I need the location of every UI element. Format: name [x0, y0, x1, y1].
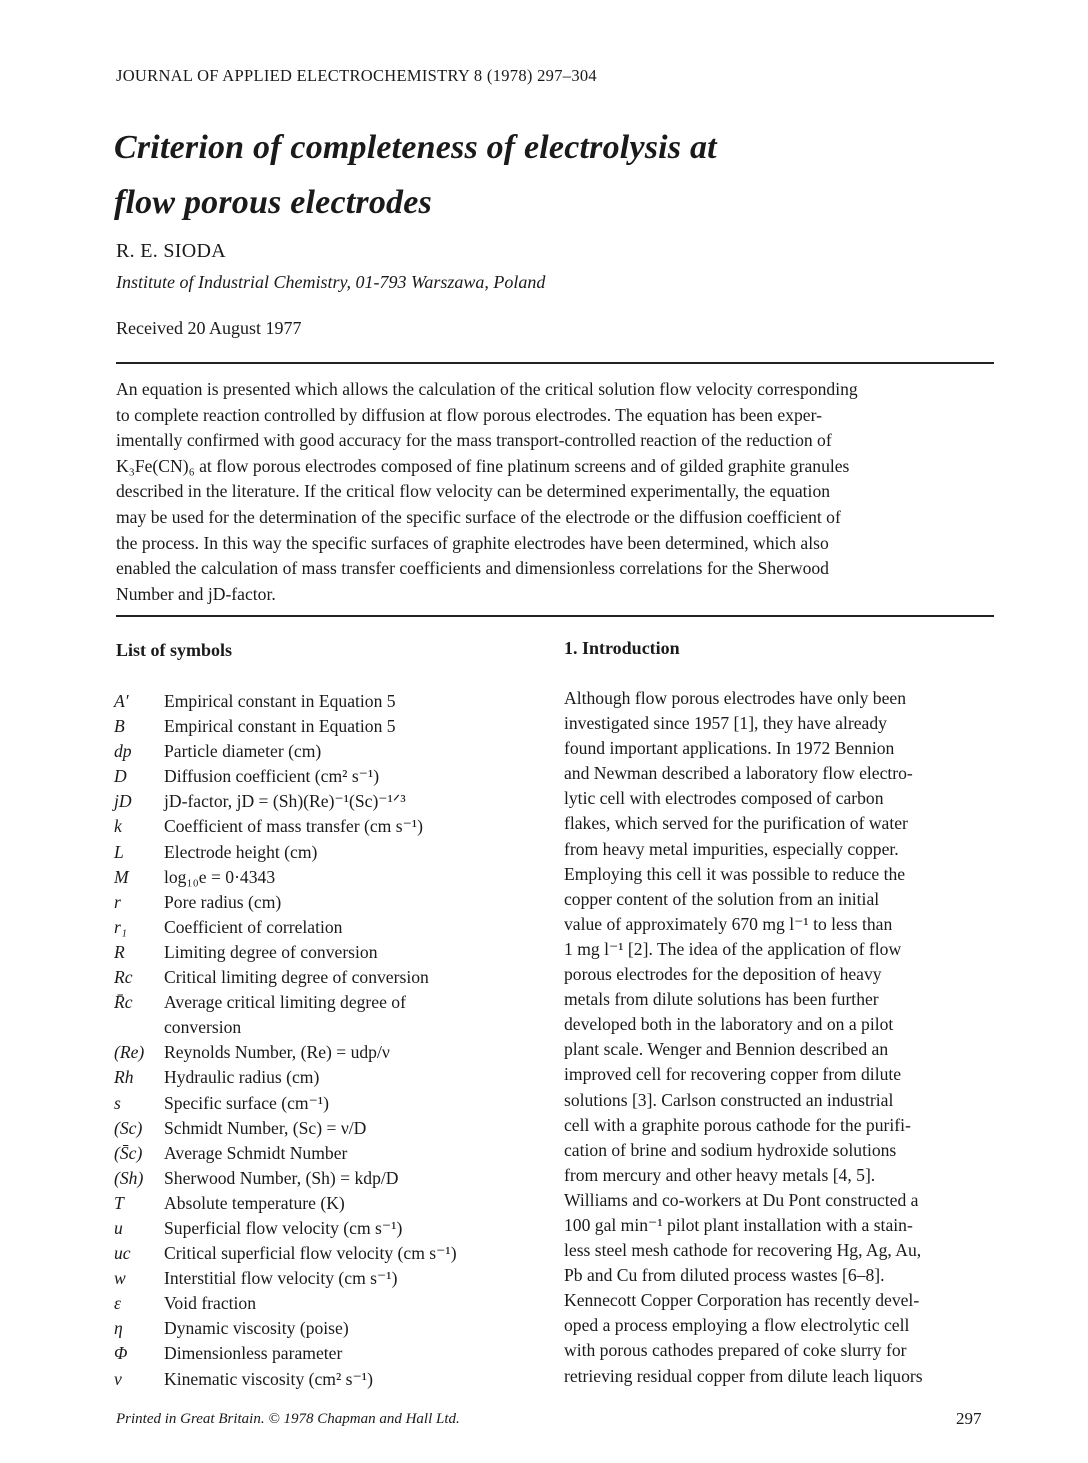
symbol-row	[114, 1367, 554, 1392]
symbol-row	[114, 1141, 554, 1166]
symbol-definition: Particle diameter (cm)	[164, 741, 322, 762]
symbol: w	[114, 1268, 126, 1289]
intro-line: 1 mg l⁻¹ [2]. The idea of the application of flow	[564, 938, 902, 959]
symbol-definition: Average critical limiting degree of	[164, 992, 406, 1013]
symbol-row	[114, 814, 554, 839]
symbol-row	[114, 1341, 554, 1366]
symbol-definition: conversion	[164, 1017, 242, 1038]
symbol-row	[114, 1040, 554, 1065]
symbol: L	[114, 841, 124, 862]
symbol: B	[114, 716, 125, 737]
symbol: uc	[114, 1243, 131, 1264]
abstract-line: imentally confirmed with good accuracy for the mass transport-controlled reaction of the reduction of	[116, 430, 832, 451]
symbol: u	[114, 1217, 123, 1238]
intro-heading: 1. Introduction	[564, 638, 680, 658]
intro-line: plant scale. Wenger and Bennion described an	[564, 1039, 889, 1060]
intro-line: developed both in the laboratory and on a pilot	[564, 1014, 894, 1035]
symbol: (S̄c)	[114, 1142, 143, 1163]
symbol: A′	[114, 691, 129, 711]
abstract-line: the process. In this way the specific surfaces of graphite electrodes have been determined, which also	[116, 532, 829, 553]
symbol-definition: log₁₀e = 0·4343	[164, 866, 276, 887]
intro-line: Williams and co-workers at Du Pont constructed a	[564, 1189, 919, 1210]
intro-line: retrieving residual copper from dilute leach liquors	[564, 1365, 923, 1386]
symbol	[114, 1015, 164, 1040]
intro-line: 100 gal min⁻¹ pilot plant installation with a stain-	[564, 1214, 913, 1235]
symbol-row	[114, 840, 554, 865]
symbol: r₁	[114, 916, 127, 937]
intro-line: investigated since 1957 [1], they have already	[564, 713, 887, 734]
intro-line: copper content of the solution from an initial	[564, 888, 880, 909]
abstract-line: Number and jD-factor.	[116, 583, 276, 604]
symbol-definition: Specific surface (cm⁻¹)	[164, 1092, 330, 1113]
abstract-line: K₃Fe(CN)₆ at flow porous electrodes composed of fine platinum screens and of gilded graphite granules	[116, 455, 850, 476]
intro-line: oped a process employing a flow electrolytic cell	[564, 1315, 910, 1336]
symbol: η	[114, 1318, 123, 1339]
symbols-heading: List of symbols	[116, 640, 233, 660]
symbol: dp	[114, 741, 132, 762]
author-name: R. E. SIODA	[116, 240, 226, 262]
title-line-1: Criterion of completeness of electrolysis at	[114, 129, 717, 166]
symbol-definition: Interstitial flow velocity (cm s⁻¹)	[164, 1268, 398, 1289]
abstract-bottom-rule	[116, 615, 994, 617]
symbol-definition: Superficial flow velocity (cm s⁻¹)	[164, 1217, 403, 1238]
symbol-row	[114, 789, 554, 814]
symbol: T	[114, 1192, 124, 1213]
abstract	[116, 377, 998, 607]
symbol-definition: Sherwood Number, (Sh) = kdp/D	[164, 1167, 399, 1188]
intro-line: Kennecott Copper Corporation has recently devel-	[564, 1290, 920, 1311]
intro-line: found important applications. In 1972 Bennion	[564, 738, 895, 759]
symbol: r	[114, 891, 121, 912]
symbol-row	[114, 1091, 554, 1116]
abstract-top-rule	[116, 362, 994, 364]
journal-header: JOURNAL OF APPLIED ELECTROCHEMISTRY 8 (1978) 297–304	[116, 66, 597, 85]
symbol-definition: Dynamic viscosity (poise)	[164, 1318, 349, 1339]
abstract-line: to complete reaction controlled by diffusion at flow porous electrodes. The equation has been exper-	[116, 404, 822, 425]
symbol: M	[114, 866, 129, 887]
symbol: s	[114, 1092, 121, 1113]
symbol-definition: jD-factor, jD = (Sh)(Re)⁻¹(Sc)⁻¹ᐟ³	[164, 791, 406, 812]
symbol-row	[114, 1015, 554, 1040]
intro-line: value of approximately 670 mg l⁻¹ to less than	[564, 913, 893, 934]
intro-line: lytic cell with electrodes composed of carbon	[564, 788, 884, 809]
symbol-definition: Critical limiting degree of conversion	[164, 967, 429, 988]
symbol-definition: Critical superficial flow velocity (cm s⁻¹)	[164, 1243, 457, 1264]
symbol: Rc	[114, 967, 133, 988]
symbol: D	[114, 766, 127, 787]
intro-line: Although flow porous electrodes have only been	[564, 688, 907, 708]
symbol-row	[114, 1191, 554, 1216]
received-date: Received 20 August 1977	[116, 318, 302, 338]
symbol: (Re)	[114, 1042, 145, 1063]
symbol: (Sc)	[114, 1117, 143, 1138]
symbol-definition: Schmidt Number, (Sc) = ν/D	[164, 1117, 367, 1138]
symbol: (Sh)	[114, 1167, 144, 1188]
intro-line: cation of brine and sodium hydroxide solutions	[564, 1139, 897, 1160]
page-number: 297	[956, 1409, 982, 1428]
symbol-row	[114, 990, 554, 1015]
symbol-definition: Void fraction	[164, 1293, 257, 1314]
symbol-definition: Absolute temperature (K)	[164, 1192, 345, 1213]
symbol-list	[114, 689, 554, 1392]
symbol-row	[114, 890, 554, 915]
symbol-row	[114, 1291, 554, 1316]
affiliation: Institute of Industrial Chemistry, 01-793 Warszawa, Poland	[116, 272, 546, 292]
introduction-text	[564, 686, 996, 1389]
intro-line: metals from dilute solutions has been further	[564, 989, 879, 1010]
footer-copyright: Printed in Great Britain. © 1978 Chapman and Hall Ltd.	[116, 1411, 460, 1427]
symbol-row	[114, 1316, 554, 1341]
abstract-line: enabled the calculation of mass transfer coefficients and dimensionless correlations for the Sherwood	[116, 558, 829, 579]
symbol-definition: Empirical constant in Equation 5	[164, 716, 396, 737]
symbol-definition: Average Schmidt Number	[164, 1142, 348, 1163]
intro-line: cell with a graphite porous cathode for the purifi-	[564, 1114, 911, 1135]
intro-line: improved cell for recovering copper from dilute	[564, 1064, 902, 1085]
symbol-definition: Diffusion coefficient (cm² s⁻¹)	[164, 766, 380, 787]
symbol-row	[114, 915, 554, 940]
symbol-row	[114, 1166, 554, 1191]
symbol: R̄c	[114, 992, 133, 1013]
symbol-row	[114, 1065, 554, 1090]
abstract-line: may be used for the determination of the specific surface of the electrode or the diffusion coefficient of	[116, 506, 841, 527]
intro-line: with porous cathodes prepared of coke slurry for	[564, 1340, 907, 1361]
symbol-row	[114, 1116, 554, 1141]
symbol: ν	[114, 1368, 122, 1389]
intro-line: Pb and Cu from diluted process wastes [6–8].	[564, 1265, 885, 1286]
symbol-definition: Empirical constant in Equation 5	[164, 691, 396, 711]
intro-line: porous electrodes for the deposition of heavy	[564, 964, 882, 985]
intro-line: and Newman described a laboratory flow electro-	[564, 763, 913, 784]
symbol: ε	[114, 1293, 121, 1314]
intro-line: less steel mesh cathode for recovering Hg, Ag, Au,	[564, 1240, 922, 1261]
symbol-definition: Hydraulic radius (cm)	[164, 1067, 320, 1088]
intro-line: from heavy metal impurities, especially copper.	[564, 838, 899, 859]
symbol-definition: Reynolds Number, (Re) = udp/ν	[164, 1042, 390, 1063]
symbol-row	[114, 940, 554, 965]
intro-line: solutions [3]. Carlson constructed an industrial	[564, 1089, 894, 1110]
symbol-definition: Pore radius (cm)	[164, 891, 282, 912]
symbol-row	[114, 1216, 554, 1241]
symbol-definition: Electrode height (cm)	[164, 841, 318, 862]
symbol-row	[114, 689, 554, 714]
symbol-definition: Coefficient of mass transfer (cm s⁻¹)	[164, 816, 424, 837]
intro-line: Employing this cell it was possible to reduce the	[564, 863, 906, 884]
abstract-line: described in the literature. If the critical flow velocity can be determined experimentally, the equation	[116, 481, 831, 502]
symbol-row	[114, 965, 554, 990]
symbol: Rh	[114, 1067, 134, 1088]
article-title	[114, 120, 1014, 230]
symbol: k	[114, 816, 122, 837]
symbol-definition: Limiting degree of conversion	[164, 941, 378, 962]
intro-line: from mercury and other heavy metals [4, 5].	[564, 1164, 876, 1185]
symbol: Φ	[114, 1343, 128, 1364]
symbol-row	[114, 764, 554, 789]
symbol-definition: Kinematic viscosity (cm² s⁻¹)	[164, 1368, 373, 1389]
symbol: jD	[114, 791, 132, 812]
abstract-line: An equation is presented which allows the calculation of the critical solution flow velocity corresponding	[116, 379, 858, 399]
symbol-definition: Coefficient of correlation	[164, 916, 343, 937]
symbol-row	[114, 865, 554, 890]
intro-line: flakes, which served for the purification of water	[564, 813, 908, 834]
symbol-row	[114, 1241, 554, 1266]
symbol-definition: Dimensionless parameter	[164, 1343, 343, 1364]
symbol: R	[114, 941, 125, 962]
symbol-row	[114, 739, 554, 764]
title-line-2: flow porous electrodes	[114, 184, 432, 221]
symbol-row	[114, 714, 554, 739]
symbol-row	[114, 1266, 554, 1291]
